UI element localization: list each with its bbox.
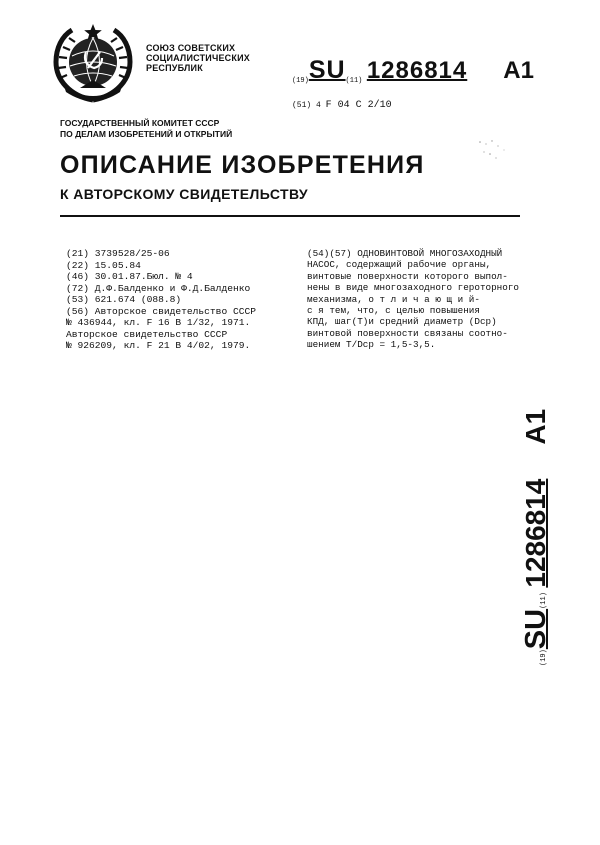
abstract-line: шением Т/Dср = 1,5-3,5. <box>307 339 436 351</box>
biblio-line: № 926209, кл. F 21 В 4/02, 1979. <box>66 340 251 351</box>
committee-line: ГОСУДАРСТВЕННЫЙ КОМИТЕТ СССР <box>60 118 220 128</box>
country-line: СОЮЗ СОВЕТСКИХ <box>146 43 236 53</box>
biblio-line: (46) 30.01.87.Бюл. № 4 <box>66 271 193 282</box>
patent-number: 1286814 <box>366 57 468 84</box>
scan-noise <box>460 132 520 172</box>
ussr-state-emblem-icon <box>50 22 136 104</box>
ipc-value: F 04 C 2/10 <box>325 100 392 111</box>
kind-code: A1 <box>503 57 534 84</box>
bibliographic-data <box>66 248 256 352</box>
patent-number-header <box>292 56 534 85</box>
biblio-line: (21) 3739528/25-06 <box>66 248 170 259</box>
side-country-code: (19) <box>540 649 548 666</box>
side-patent-number: 1286814 <box>520 478 551 588</box>
biblio-line: (56) Авторское свидетельство СССР <box>66 305 256 317</box>
country-line: РЕСПУБЛИК <box>146 63 203 73</box>
side-kind-code: A1 <box>520 408 551 445</box>
abstract-line: нены в виде многозаходного героторного <box>307 282 520 294</box>
abstract-line: винтовой поверхности связаны соотно- <box>307 327 508 339</box>
country-abbr: SU <box>308 56 346 84</box>
country-code: (19) <box>292 77 309 85</box>
abstract <box>307 248 519 351</box>
side-number-code: (11) <box>540 592 548 609</box>
ipc-code: (51) 4 <box>292 101 321 110</box>
title-rule <box>60 215 520 217</box>
document-subtitle: К АВТОРСКОМУ СВИДЕТЕЛЬСТВУ <box>60 186 309 202</box>
ipc-classification <box>292 100 392 111</box>
committee-name <box>60 118 232 140</box>
abstract-line: с я тем, что, с целью повышения <box>307 305 480 317</box>
biblio-line: (22) 15.05.84 <box>66 259 141 271</box>
biblio-line: (72) Д.Ф.Балденко и Ф.Д.Балденко <box>66 282 251 294</box>
country-name <box>146 43 250 73</box>
biblio-line: № 436944, кл. F 16 В 1/32, 1971. <box>66 317 251 328</box>
number-code: (11) <box>345 77 363 85</box>
abstract-line: механизма, о т л и ч а ю щ и й- <box>307 293 480 305</box>
biblio-line: Авторское свидетельство СССР <box>66 328 228 340</box>
abstract-line: винтовые поверхности которого выпол- <box>307 270 508 282</box>
side-country-abbr: SU <box>520 608 552 650</box>
biblio-line: (53) 621.674 (088.8) <box>66 294 182 305</box>
document-title: ОПИСАНИЕ ИЗОБРЕТЕНИЯ <box>60 151 425 179</box>
abstract-line: НАСОС, содержащий рабочие органы, <box>307 259 492 271</box>
country-line: СОЦИАЛИСТИЧЕСКИХ <box>146 53 250 63</box>
abstract-line: КПД, шаг(Т)и средний диаметр (Dср) <box>307 316 497 328</box>
abstract-line: (54)(57) ОДНОВИНТОВОЙ МНОГОЗАХОДНЫЙ <box>307 248 503 259</box>
side-patent-label <box>520 408 568 666</box>
committee-line: ПО ДЕЛАМ ИЗОБРЕТЕНИЙ И ОТКРЫТИЙ <box>60 129 233 139</box>
